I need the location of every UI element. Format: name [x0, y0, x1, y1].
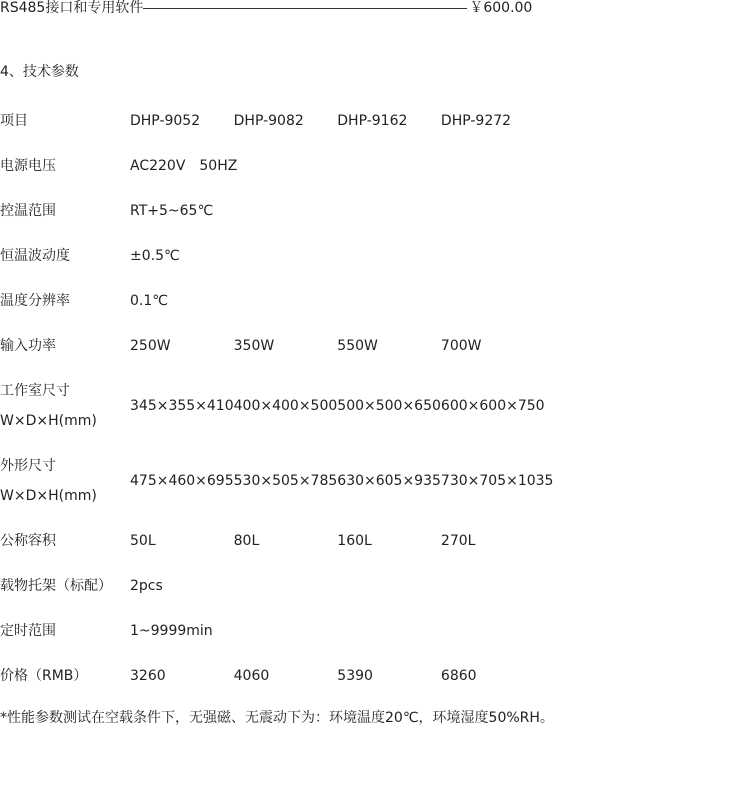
row-value: RT+5~65℃ [130, 202, 214, 219]
table-row [0, 653, 561, 698]
row-value: 80L [233, 532, 260, 549]
row-value: 270L [440, 532, 476, 549]
row-label-line2: W×D×H(mm) [0, 487, 97, 504]
row-value: 50L [130, 532, 156, 549]
specs-table [0, 98, 561, 698]
row-value: 6860 [440, 667, 477, 684]
row-value: 475×460×695 [130, 472, 234, 489]
row-value: AC220V 50HZ [130, 157, 238, 174]
row-label: 输入功率 [0, 337, 56, 354]
row-value: 5390 [337, 667, 373, 684]
row-value: 345×355×410 [130, 397, 234, 414]
row-value: 1~9999min [130, 622, 213, 639]
row-label: 温度分辨率 [0, 292, 70, 309]
table-row [0, 278, 561, 323]
row-label-line2: W×D×H(mm) [0, 412, 97, 429]
table-row [0, 608, 561, 653]
header-cell-model: DHP-9162 [337, 112, 408, 129]
header-cell-model: DHP-9082 [233, 112, 304, 129]
row-value: 630×605×935 [337, 472, 441, 489]
table-row [0, 518, 561, 563]
table-row [0, 563, 561, 608]
section-title: 4、技术参数 [0, 64, 79, 80]
table-row [0, 443, 561, 518]
row-label: 电源电压 [0, 157, 56, 174]
row-value: 700W [440, 337, 482, 354]
row-label: 恒温波动度 [0, 247, 70, 264]
row-value: 3260 [130, 667, 166, 684]
table-row [0, 233, 561, 278]
row-label-line1: 工作室尺寸 [0, 382, 70, 399]
row-value: 400×400×500 [233, 397, 338, 414]
row-value: 530×505×785 [233, 472, 338, 489]
table-row [0, 143, 561, 188]
row-value: 730×705×1035 [440, 472, 554, 489]
accessory-price: ￥600.00 [469, 0, 533, 16]
row-value: 160L [337, 532, 372, 549]
table-row [0, 188, 561, 233]
table-row [0, 368, 561, 443]
row-value: 0.1℃ [130, 292, 168, 309]
row-label: 定时范围 [0, 622, 56, 639]
row-label: 公称容积 [0, 532, 56, 549]
row-value: 550W [337, 337, 378, 354]
row-value: 350W [233, 337, 275, 354]
row-value: ±0.5℃ [130, 247, 180, 264]
footnote: *性能参数测试在空载条件下，无强磁、无震动下为：环境温度20℃，环境湿度50%RH。 [0, 710, 554, 726]
row-label-line1: 外形尺寸 [0, 457, 56, 474]
row-label [0, 443, 130, 518]
table-row [0, 323, 561, 368]
row-value: 500×500×650 [337, 397, 441, 414]
header-cell-item: 项目 [0, 112, 28, 129]
row-label: 载物托架（标配） [0, 577, 112, 594]
row-value: 2pcs [130, 577, 163, 594]
row-label [0, 368, 130, 443]
row-value: 4060 [233, 667, 270, 684]
row-label: 控温范围 [0, 202, 56, 219]
row-value: 600×600×750 [440, 397, 545, 414]
leader-line [143, 8, 467, 9]
header-cell-model: DHP-9052 [130, 112, 201, 129]
row-label: 价格（RMB） [0, 667, 88, 684]
table-header-row [0, 98, 561, 143]
optional-accessory-line [0, 0, 560, 18]
accessory-name: RS485接口和专用软件 [0, 0, 144, 16]
row-value: 250W [130, 337, 171, 354]
header-cell-model: DHP-9272 [440, 112, 512, 129]
